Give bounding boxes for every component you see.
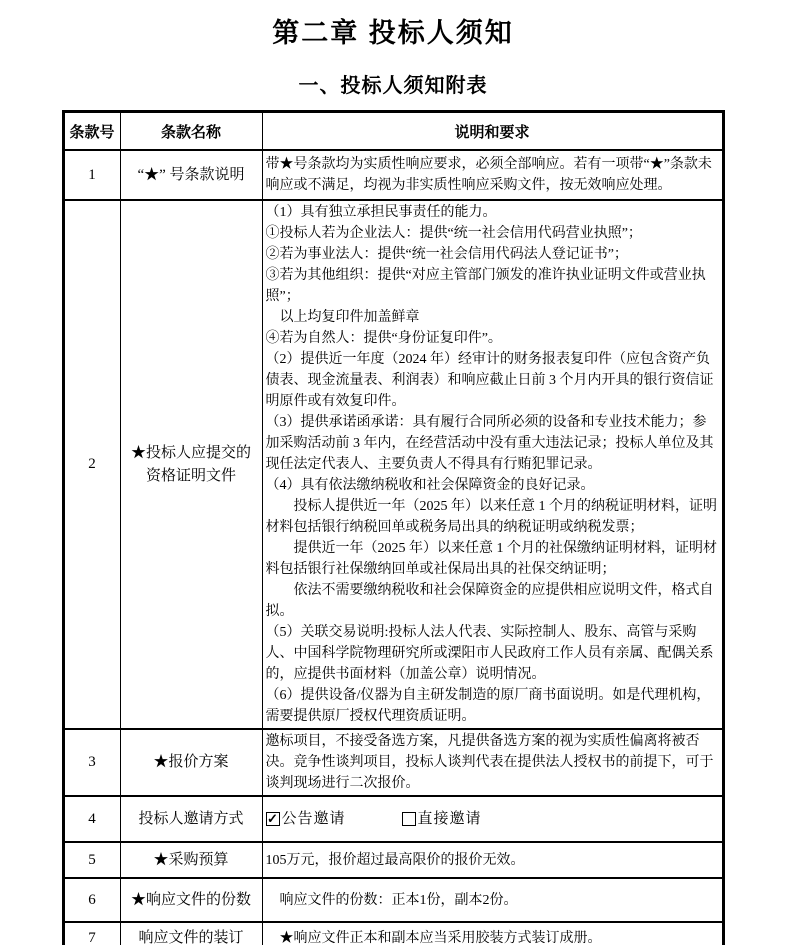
table-row bbox=[63, 729, 723, 796]
bidder-notice-table bbox=[62, 110, 725, 945]
checkbox-label: 公告邀请 bbox=[281, 810, 346, 827]
clause-no-cell: 4 bbox=[63, 796, 120, 842]
clause-no-cell: 6 bbox=[63, 878, 120, 922]
desc-paragraph: 依法不需要缴纳税收和社会保障资金的应提供相应说明文件，格式自拟。 bbox=[265, 583, 714, 619]
header-description: 说明和要求 bbox=[262, 112, 723, 151]
desc-paragraph: （6）提供设备/仪器为自主研发制造的原厂商书面说明。如是代理机构，需要提供原厂授权代理资质证明。 bbox=[265, 688, 711, 724]
desc-paragraph: （5）关联交易说明:投标人法人代表、实际控制人、股东、高管与采购人、中国科学院物理研究所或溧阳市人民政府工作人员有亲属、配偶关系的，应提供书面材料（加盖公章）说明情况。 bbox=[265, 625, 714, 682]
clause-name-cell: “★” 号条款说明 bbox=[120, 150, 262, 200]
desc-paragraph: （4）具有依法缴纳税收和社会保障资金的良好记录。 bbox=[265, 478, 595, 493]
checkbox-label: 直接邀请 bbox=[417, 810, 482, 827]
checkbox-option[interactable] bbox=[266, 809, 346, 830]
clause-desc-cell bbox=[262, 796, 723, 842]
clause-no-cell: 3 bbox=[63, 729, 120, 796]
desc-paragraph: 提供近一年（2025 年）以来任意 1 个月的社保缴纳证明材料，证明材料包括银行社保缴纳回单或社保局出具的社保交纳证明； bbox=[265, 541, 717, 577]
unchecked-checkbox-icon bbox=[402, 812, 416, 826]
desc-paragraph: ①投标人若为企业法人：提供“统一社会信用代码营业执照”； bbox=[265, 226, 642, 241]
desc-paragraph: （2）提供近一年度（2024 年）经审计的财务报表复印件（应包含资产负债表、现金流量表、利润表）和响应截止日前 3 个月内开具的银行资信证明原件或有效复印件。 bbox=[265, 352, 714, 409]
clause-name-cell: ★报价方案 bbox=[120, 729, 262, 796]
table-row bbox=[63, 842, 723, 878]
header-clause-no: 条款号 bbox=[63, 112, 120, 151]
checkbox-options bbox=[266, 809, 719, 830]
section-title: 一、投标人须知附表 bbox=[298, 75, 488, 97]
table-row bbox=[63, 796, 723, 842]
clause-desc-cell bbox=[262, 922, 723, 945]
clause-desc-cell bbox=[262, 200, 723, 729]
table-row bbox=[63, 200, 723, 729]
desc-paragraph: 105万元，报价超过最高限价的报价无效。 bbox=[265, 852, 525, 868]
desc-paragraph: 响应文件的份数：正本1份，副本2份。 bbox=[265, 892, 518, 908]
clause-name-cell: ★采购预算 bbox=[120, 842, 262, 878]
clause-desc-cell bbox=[262, 729, 723, 796]
clause-name-cell: 响应文件的装订 bbox=[120, 922, 262, 945]
clause-desc-cell bbox=[262, 878, 723, 922]
clause-no-cell: 7 bbox=[63, 922, 120, 945]
desc-paragraph: 带★号条款均为实质性响应要求，必须全部响应。若有一项带“★”条款未响应或不满足，均视为非实质性响应采购文件，按无效响应处理。 bbox=[265, 157, 712, 193]
clause-name-cell: ★投标人应提交的资格证明文件 bbox=[120, 200, 262, 729]
desc-paragraph: ③若为其他组织：提供“对应主管部门颁发的准许执业证明文件或营业执照”； bbox=[265, 268, 706, 304]
table-row bbox=[63, 878, 723, 922]
desc-paragraph: （1）具有独立承担民事责任的能力。 bbox=[265, 205, 497, 220]
desc-paragraph: ★响应文件正本和副本应当采用胶装方式装订成册。 bbox=[265, 930, 602, 945]
desc-paragraph: （3）提供承诺函承诺：具有履行合同所必须的设备和专业技术能力；参加采购活动前 3 年内，在经营活动中没有重大违法记录；投标人单位及其现任法定代表人、主要负责人不得具有行贿犯罪记录。 bbox=[265, 415, 714, 472]
table-row bbox=[63, 922, 723, 945]
clause-no-cell: 5 bbox=[63, 842, 120, 878]
desc-paragraph: ②若为事业法人：提供“统一社会信用代码法人登记证书”； bbox=[265, 247, 628, 262]
clause-desc-cell bbox=[262, 842, 723, 878]
desc-paragraph: 以上均复印件加盖鲜章 bbox=[265, 310, 420, 325]
header-clause-name: 条款名称 bbox=[120, 112, 262, 151]
desc-paragraph: 投标人提供近一年（2025 年）以来任意 1 个月的纳税证明材料，证明材料包括银行纳税回单或税务局出具的纳税证明或纳税发票； bbox=[265, 499, 717, 535]
header-row bbox=[63, 112, 723, 151]
clause-name-cell: ★响应文件的份数 bbox=[120, 878, 262, 922]
table-body bbox=[63, 150, 723, 945]
checkbox-option[interactable] bbox=[402, 809, 482, 830]
table-row bbox=[63, 150, 723, 200]
clause-no-cell: 2 bbox=[63, 200, 120, 729]
desc-paragraph: ④若为自然人：提供“身份证复印件”。 bbox=[265, 331, 502, 346]
clause-name-cell: 投标人邀请方式 bbox=[120, 796, 262, 842]
chapter-title: 第二章 投标人须知 bbox=[272, 18, 514, 48]
desc-paragraph: 邀标项目，不接受备选方案，凡提供备选方案的视为实质性偏离将被否决。竞争性谈判项目，投标人谈判代表在提供法人授权书的前提下，可于谈判现场进行二次报价。 bbox=[265, 734, 714, 791]
clause-no-cell: 1 bbox=[63, 150, 120, 200]
checked-checkbox-icon: ✓ bbox=[267, 811, 278, 826]
clause-desc-cell bbox=[262, 150, 723, 200]
